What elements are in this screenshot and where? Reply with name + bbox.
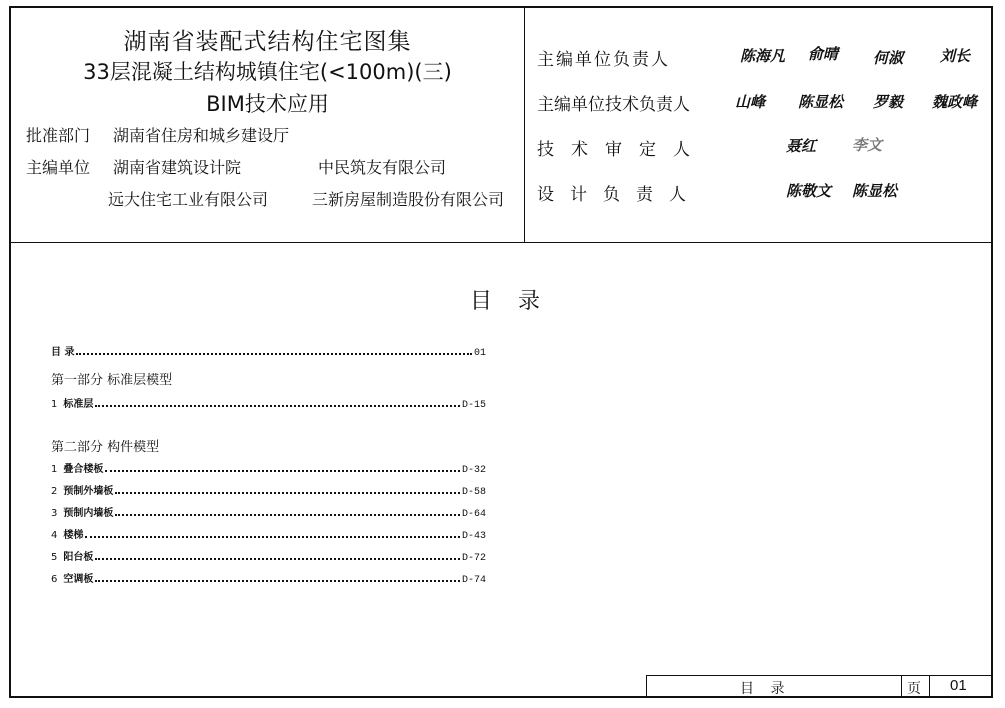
signature: 何淑 bbox=[873, 49, 904, 67]
toc-entry-label: 空调板 bbox=[63, 574, 94, 585]
toc-entry bbox=[51, 548, 486, 564]
title-block-name: 目 录 bbox=[740, 681, 791, 697]
signature: 山峰 bbox=[735, 93, 766, 111]
signature: 魏政峰 bbox=[932, 93, 978, 111]
toc-entry-page: D-43 bbox=[461, 531, 486, 542]
title-block-page-label: 页 bbox=[907, 681, 921, 697]
leader-dots bbox=[85, 536, 460, 538]
toc-entry-label: 楼梯 bbox=[63, 530, 84, 541]
title-block-page-number: 01 bbox=[950, 677, 967, 694]
header-divider bbox=[9, 242, 993, 243]
role-chief-editor-head: 主编单位负责人 bbox=[537, 50, 670, 70]
leader-dots bbox=[95, 405, 460, 407]
signature: 刘长 bbox=[940, 47, 971, 65]
approval-value: 湖南省住房和城乡建设厅 bbox=[113, 126, 290, 145]
editor-label: 主编单位 bbox=[26, 158, 91, 177]
header-column-divider bbox=[524, 6, 525, 243]
toc-entry-number: 4 bbox=[51, 530, 58, 541]
role-technical-reviewer bbox=[537, 135, 717, 160]
editor-unit-2: 中民筑友有限公司 bbox=[318, 158, 447, 177]
toc-entry-page: D-15 bbox=[461, 400, 486, 411]
toc-entry-page: D-74 bbox=[461, 575, 486, 586]
leader-dots bbox=[115, 514, 460, 516]
toc-entry-page: 01 bbox=[473, 348, 486, 359]
signature: 李文 bbox=[852, 136, 883, 154]
toc-entry-number: 6 bbox=[51, 574, 58, 585]
toc-entry-number: 2 bbox=[51, 486, 58, 497]
leader-dots bbox=[76, 353, 472, 355]
toc-heading: 目录 bbox=[470, 289, 567, 314]
title-block-divider bbox=[901, 675, 902, 698]
toc-entry-page: D-58 bbox=[461, 487, 486, 498]
signature: 罗毅 bbox=[873, 93, 904, 111]
signature: 俞晴 bbox=[808, 45, 839, 63]
title-block-divider bbox=[646, 675, 647, 698]
toc-entry bbox=[51, 343, 486, 359]
toc-entry-label: 目 录 bbox=[51, 347, 75, 358]
role-text: 设计负责人 bbox=[537, 185, 702, 205]
toc-entry bbox=[51, 482, 486, 498]
toc-entry-label: 标准层 bbox=[63, 399, 94, 410]
toc-entry-label: 预制外墙板 bbox=[63, 486, 114, 497]
toc-entry-number: 3 bbox=[51, 508, 58, 519]
approval-label: 批准部门 bbox=[26, 126, 91, 145]
title-block-divider bbox=[929, 675, 930, 698]
toc-entry-page: D-64 bbox=[461, 509, 486, 520]
toc-entry-page: D-72 bbox=[461, 553, 486, 564]
atlas-title: 湖南省装配式结构住宅图集 bbox=[123, 29, 412, 55]
role-text: 技术审定人 bbox=[537, 140, 707, 160]
atlas-subtitle: 33层混凝土结构城镇住宅(<100m)(三) bbox=[83, 60, 452, 84]
editor-unit-4: 三新房屋制造股份有限公司 bbox=[312, 190, 505, 209]
toc-entry-page: D-32 bbox=[461, 465, 486, 476]
toc-entry bbox=[51, 395, 486, 411]
toc-part-heading: 第一部分 标准层模型 bbox=[51, 373, 173, 388]
leader-dots bbox=[95, 558, 460, 560]
toc-entry-number: 1 bbox=[51, 399, 58, 410]
role-chief-editor-tech-head: 主编单位技术负责人 bbox=[537, 95, 690, 115]
signature: 陈海凡 bbox=[740, 47, 786, 65]
toc-entry-label: 预制内墙板 bbox=[63, 508, 114, 519]
toc-entry bbox=[51, 526, 486, 542]
signature: 陈显松 bbox=[798, 93, 844, 111]
signature: 聂红 bbox=[786, 137, 817, 155]
signature: 陈敬文 bbox=[786, 182, 832, 200]
leader-dots bbox=[95, 580, 460, 582]
toc-entry-number: 5 bbox=[51, 552, 58, 563]
toc-entry bbox=[51, 570, 486, 586]
signature: 陈显松 bbox=[852, 182, 898, 200]
toc-part-heading: 第二部分 构件模型 bbox=[51, 440, 160, 455]
toc-entry-label: 阳台板 bbox=[63, 552, 94, 563]
leader-dots bbox=[115, 492, 460, 494]
toc-entry-label: 叠合楼板 bbox=[63, 464, 104, 475]
role-design-lead bbox=[537, 180, 702, 205]
editor-unit-3: 远大住宅工业有限公司 bbox=[108, 190, 269, 209]
atlas-subtitle-bim: BIM技术应用 bbox=[206, 92, 329, 116]
leader-dots bbox=[105, 470, 460, 472]
title-block-top-line bbox=[646, 675, 993, 676]
toc-entry bbox=[51, 504, 486, 520]
toc-entry-number: 1 bbox=[51, 464, 58, 475]
toc-entry bbox=[51, 460, 486, 476]
editor-unit-1: 湖南省建筑设计院 bbox=[113, 158, 242, 177]
